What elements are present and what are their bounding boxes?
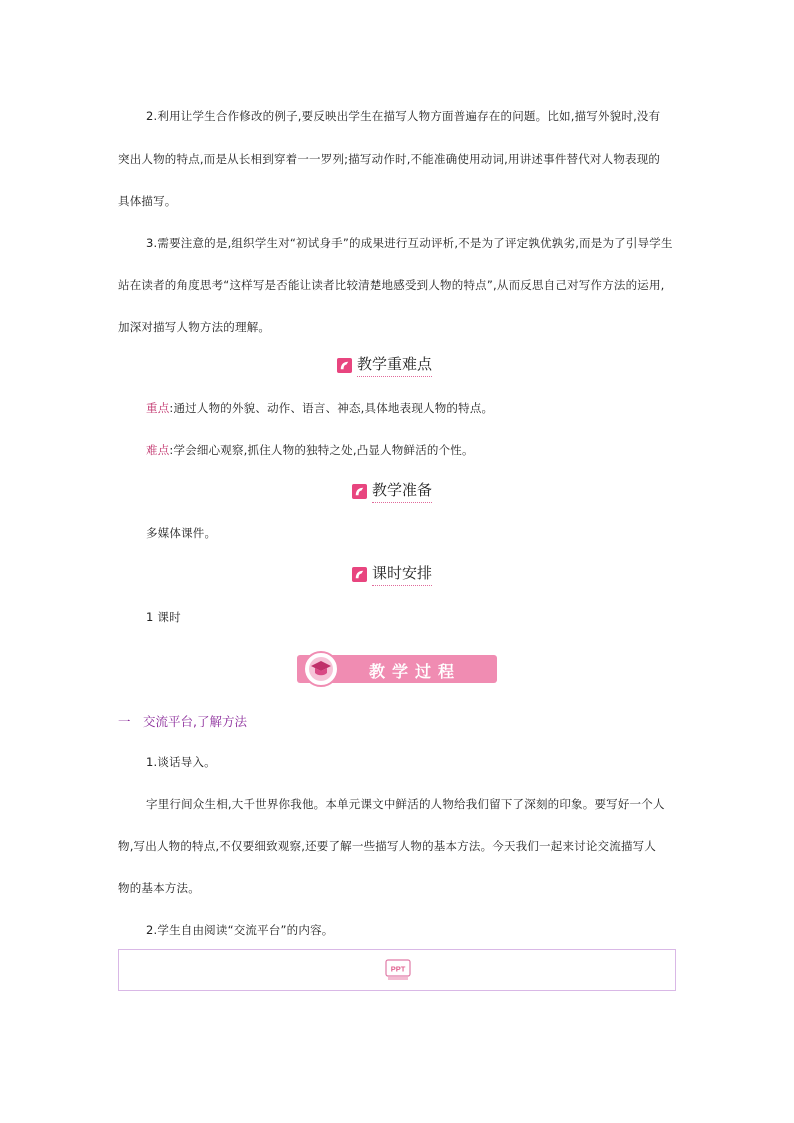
ppt-icon bbox=[385, 959, 411, 981]
bookmark-icon bbox=[352, 484, 367, 499]
graduation-cap-icon bbox=[303, 651, 339, 687]
section-title: 教学准备 bbox=[372, 479, 432, 503]
process-item-4: 物的基本方法。 bbox=[118, 881, 200, 895]
ppt-label: PPT bbox=[390, 964, 406, 974]
intro-line-3: 具体描写。 bbox=[118, 194, 177, 208]
teaching-process-banner bbox=[297, 655, 497, 683]
difficulty-label: 难点 bbox=[146, 443, 170, 457]
intro-line-2: 突出人物的特点,而是从长相到穿着一一罗列;描写动作时,不能准确使用动词,用讲述事件替代对人物表现的 bbox=[118, 152, 661, 166]
intro-line-1: 2.利用让学生合作修改的例子,要反映出学生在描写人物方面普遍存在的问题。比如,描写外貌时,没有 bbox=[146, 109, 661, 123]
intro-line-5: 站在读者的角度思考“这样写是否能让读者比较清楚地感受到人物的特点”,从而反思自己对写作方法的运用, bbox=[118, 278, 665, 292]
focus-text: :通过人物的外貌、动作、语言、神态,具体地表现人物的特点。 bbox=[169, 401, 494, 415]
difficulty-text: :学会细心观察,抓住人物的独特之处,凸显人物鲜活的个性。 bbox=[169, 443, 474, 457]
section-heading-preparation bbox=[352, 480, 432, 502]
process-item-5: 2.学生自由阅读“交流平台”的内容。 bbox=[146, 923, 334, 937]
bookmark-icon bbox=[352, 567, 367, 582]
section-heading-key-points bbox=[337, 354, 432, 376]
step-title: 一 交流平台,了解方法 bbox=[118, 714, 247, 729]
section-title: 教学重难点 bbox=[357, 353, 432, 377]
section-title: 课时安排 bbox=[372, 562, 432, 586]
ppt-placeholder[interactable] bbox=[118, 949, 676, 991]
bookmark-icon bbox=[337, 358, 352, 373]
process-item-2: 字里行间众生相,大千世界你我他。本单元课文中鲜活的人物给我们留下了深刻的印象。要写好一个人 bbox=[146, 797, 665, 811]
intro-line-4: 3.需要注意的是,组织学生对“初试身手”的成果进行互动评析,不是为了评定孰优孰劣,而是为了引导学生 bbox=[146, 236, 673, 250]
focus-label: 重点 bbox=[146, 401, 170, 415]
process-item-3: 物,写出人物的特点,不仅要细致观察,还要了解一些描写人物的基本方法。今天我们一起来讨论交流描写人 bbox=[118, 839, 657, 853]
difficulty-line bbox=[146, 442, 474, 458]
process-item-1: 1.谈话导入。 bbox=[146, 755, 216, 769]
banner-title: 教学过程 bbox=[369, 662, 462, 681]
preparation-text: 多媒体课件。 bbox=[146, 526, 217, 540]
intro-line-6: 加深对描写人物方法的理解。 bbox=[118, 320, 271, 334]
schedule-text: 1 课时 bbox=[146, 610, 181, 624]
focus-line bbox=[146, 400, 493, 416]
section-heading-schedule bbox=[352, 563, 432, 585]
